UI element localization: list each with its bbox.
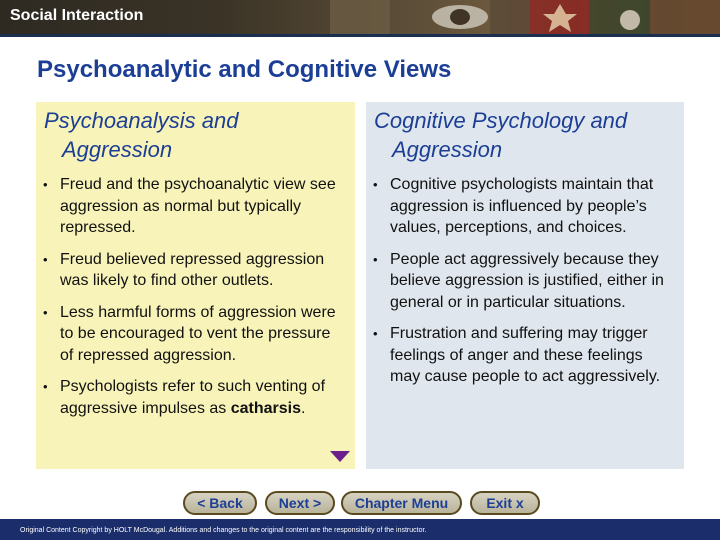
- panel-heading-line-1: Cognitive Psychology and: [374, 108, 628, 133]
- bullet-icon: •: [43, 304, 48, 320]
- next-button[interactable]: Next >: [265, 491, 335, 515]
- banner-collage-image: [330, 0, 720, 34]
- list-item: [36, 376, 355, 419]
- bullet-text: People act aggressively because they believe aggression is justified, either in general or in particular situations.: [390, 250, 664, 311]
- bullet-text: Frustration and suffering may trigger feelings of anger and these feelings may cause people to act aggressively.: [390, 325, 661, 385]
- header-divider: [0, 34, 720, 37]
- list-item: [366, 249, 684, 314]
- back-button[interactable]: < Back: [183, 491, 257, 515]
- section-title: Social Interaction: [10, 7, 144, 24]
- bullet-list: [366, 174, 684, 398]
- bullet-icon: •: [43, 251, 48, 267]
- list-item: [36, 174, 355, 239]
- exit-button[interactable]: Exit x: [470, 491, 540, 515]
- down-triangle-icon[interactable]: [330, 451, 350, 462]
- panel-heading: [44, 106, 349, 164]
- panel-heading-line-2: Aggression: [62, 137, 173, 162]
- bullet-icon: •: [373, 177, 378, 192]
- panel-heading: [374, 106, 679, 164]
- key-term: catharsis: [230, 399, 302, 417]
- header-banner: [0, 0, 720, 34]
- bullet-icon: •: [43, 177, 48, 192]
- bullet-list: [36, 174, 355, 429]
- bullet-text: Less harmful forms of aggression were to be encouraged to vent the pressure of repressed aggression.: [60, 303, 336, 364]
- bullet-text: Cognitive psychologists maintain that aggression is influenced by people’s values, perceptions, and choices.: [390, 176, 654, 236]
- navigation-bar: [0, 491, 720, 515]
- list-item: [366, 174, 684, 239]
- bullet-icon: •: [373, 251, 378, 267]
- list-item: [36, 302, 355, 367]
- bullet-text: Psychologists refer to such venting of aggressive impulses as: [60, 378, 326, 417]
- panel-heading-line-2: Aggression: [392, 137, 503, 162]
- bullet-text: Freud and the psychoanalytic view see aggression as normal but typically repressed.: [60, 176, 336, 236]
- key-term-suffix: .: [301, 399, 306, 417]
- chapter-menu-button[interactable]: Chapter Menu: [341, 491, 462, 515]
- list-item: [36, 249, 355, 292]
- bullet-icon: •: [43, 379, 48, 394]
- page-title: Psychoanalytic and Cognitive Views: [37, 56, 452, 83]
- cognitive-panel: [366, 102, 684, 469]
- panel-heading-line-1: Psychoanalysis and: [44, 108, 239, 133]
- copyright-notice: Original Content Copyright by HOLT McDougal. Additions and changes to the original content are the responsibility of the instructor.: [20, 527, 427, 534]
- list-item: [366, 323, 684, 388]
- bullet-text: Freud believed repressed aggression was likely to find other outlets.: [60, 250, 325, 289]
- bullet-icon: •: [373, 326, 378, 341]
- psychoanalysis-panel: [36, 102, 355, 469]
